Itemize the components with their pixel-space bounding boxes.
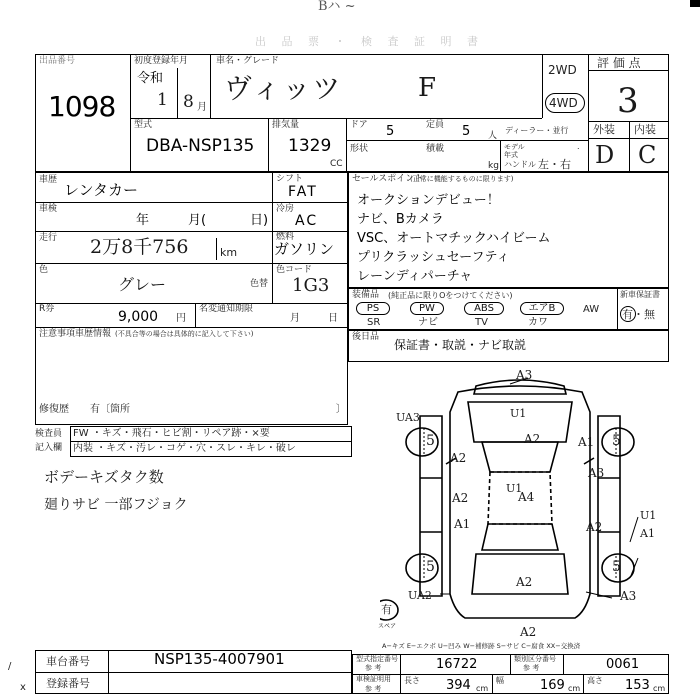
equip-sr: SR: [367, 317, 381, 328]
mark-u1-roof: U1: [506, 482, 523, 495]
type-no-ref: 参 考: [365, 664, 382, 672]
mileage-label: 走行: [39, 233, 58, 243]
fuel-value: ガソリン: [274, 240, 335, 258]
equip-aw: AW: [583, 304, 600, 315]
mark-a3-top: A3: [516, 368, 533, 382]
color-code: 1G3: [292, 275, 330, 296]
cert-label: 車検証明用: [356, 675, 391, 683]
sales-points-note: (正常に機能するものに限ります): [410, 175, 514, 183]
color-label: 色: [39, 265, 49, 275]
recycle-label: R券: [39, 304, 55, 314]
notes-note: (不具合等の場合は具体的に記入して下さい): [115, 330, 254, 338]
era: 令和: [137, 71, 164, 86]
sales-point-4: プリクラッシュセーフティ: [357, 250, 510, 265]
corner-mark: [690, 0, 700, 7]
lot-number: 1098: [48, 90, 116, 123]
width: 169: [540, 678, 565, 693]
mark-u1-right-side: U1: [640, 509, 657, 522]
drive-2wd: 2WD: [548, 63, 577, 77]
car-name: ヴィッツ: [224, 72, 343, 105]
tire-front-right: 5: [612, 433, 621, 449]
inspector-label-2: 記入欄: [35, 443, 63, 453]
spare-mark: 有: [381, 603, 392, 616]
car-grade: F: [418, 73, 437, 103]
mark-ua3: UA3: [396, 411, 420, 424]
reg-month: 8: [183, 92, 194, 112]
inspector-row-1: FW ・キズ・飛石・ヒビ割・リペア跡・×要: [73, 428, 270, 439]
color-change-label: 色替: [250, 279, 269, 289]
model-year-label: モデル年式: [504, 143, 525, 159]
displacement: 1329: [288, 136, 332, 156]
displacement-label: 排気量: [272, 120, 300, 130]
mark-a2-hood: A2: [524, 432, 541, 446]
load-label: 積載: [426, 144, 445, 154]
equip-tv: TV: [475, 317, 488, 328]
recycle-value: 9,000: [118, 309, 159, 325]
class-no: 0061: [606, 657, 640, 672]
equip-leather: カワ: [528, 317, 548, 328]
capacity-label: 定員: [426, 120, 445, 130]
inspector-label-1: 検査員: [35, 429, 63, 439]
capacity: 5: [462, 124, 471, 139]
new-car-warranty-label: 新車保証書: [620, 290, 660, 299]
doors: 5: [386, 124, 395, 139]
mark-a4-roof: A4: [518, 490, 535, 504]
height: 153: [625, 678, 650, 693]
door-label: ドア: [350, 120, 368, 130]
inspection-day-unit: 日): [250, 213, 269, 228]
extra-label: 後日品: [352, 332, 380, 342]
equip-navi: ナビ: [418, 317, 438, 328]
inspection-month-unit: 月(: [188, 213, 207, 228]
color-value: グレー: [118, 275, 167, 294]
warranty-value: 有・無: [622, 308, 655, 321]
tire-rear-right: 5: [612, 559, 621, 575]
drive-4wd: 4WD: [549, 96, 578, 110]
class-ref: 参 考: [523, 664, 540, 672]
tire-front-left: 5: [426, 433, 435, 449]
mark-a2-bottom: A2: [520, 625, 537, 639]
load-unit: kg: [488, 161, 499, 171]
damage-legend: A−キズ E−エクボ U−凹み W−補修跡 S−サビ C−腐食 XX−交換済: [382, 642, 581, 650]
repair-label: 修復歴: [39, 404, 69, 415]
equipment-note: (純正品に限りOをつけてください): [388, 291, 513, 300]
equip-abs: ABS: [464, 302, 504, 315]
equip-ps: PS: [356, 302, 390, 315]
top-scribble: Bハ ~: [318, 0, 356, 14]
shape-label: 形状: [350, 144, 369, 154]
car-name-label: 車名・グレード: [216, 56, 280, 66]
inspection-label: 車検: [39, 204, 58, 214]
length-label: 長さ: [404, 676, 420, 685]
length-unit: cm: [476, 684, 489, 693]
name-change-month: 月: [290, 313, 300, 324]
type-no: 16722: [436, 657, 478, 672]
mark-a1-right: A1: [578, 435, 595, 449]
height-label: 高さ: [587, 676, 603, 685]
extra-value: 保証書・取説・ナビ取説: [394, 338, 527, 352]
equip-airbag: エアB: [520, 302, 564, 315]
repair-value: 有〔箇所: [90, 404, 130, 415]
inspector-row-2: 内装 ・キズ・汚レ・コゲ・穴・スレ・キレ・破レ: [73, 443, 296, 454]
width-label: 幅: [496, 676, 504, 685]
dealer-label: ディーラー・並行: [505, 126, 569, 135]
mileage-value: 2万8千756: [90, 236, 189, 258]
exterior-score: D: [595, 141, 615, 169]
handwritten-note-2: 廻りサビ 一部フジョク: [44, 497, 188, 513]
recycle-unit: 円: [176, 313, 186, 324]
mileage-unit: km: [220, 246, 238, 259]
model: DBA-NSP135: [146, 136, 255, 156]
handle-label: ハンドル: [504, 160, 536, 169]
warranty-circle: [620, 306, 636, 322]
overall-score: 3: [617, 81, 639, 121]
spare-label: スペア: [378, 623, 397, 630]
color-code-label: 色コード: [276, 265, 313, 275]
reg-number-label: 登録番号: [46, 677, 90, 690]
exterior-label: 外装: [593, 123, 615, 136]
model-label: 型式: [134, 120, 153, 130]
name-change-label: 名変通知期限: [199, 304, 254, 314]
sales-point-5: レーンディパーチャ: [357, 269, 473, 284]
height-unit: cm: [653, 684, 666, 693]
length: 394: [446, 678, 471, 693]
fuel-label: 燃料: [276, 232, 295, 242]
class-label: 類別区分番号: [514, 655, 556, 663]
mark-a3-right: A3: [588, 466, 605, 480]
capacity-unit: 人: [488, 131, 498, 141]
shift-value: FAT: [288, 184, 318, 200]
sales-points-label: セールスポイント: [352, 174, 424, 184]
shift-label: シフト: [276, 174, 304, 184]
chassis-label: 車台番号: [46, 655, 90, 668]
interior-label: 内装: [634, 123, 656, 136]
displacement-unit: CC: [330, 159, 343, 169]
type-no-label: 型式指定番号: [356, 655, 398, 663]
mark-a1-left-door: A1: [454, 517, 471, 531]
equip-pw: PW: [410, 302, 444, 315]
faded-header: 出 品 票 ・ 検 査 証 明 書: [255, 35, 484, 48]
score-label: 評 価 点: [597, 56, 641, 70]
cert-ref: 参 考: [365, 685, 382, 693]
middle-left-section: [35, 172, 348, 425]
mark-a3-rear: A3: [620, 589, 637, 603]
mark-a2-left: A2: [450, 451, 467, 465]
lot-label: 出品番号: [39, 56, 76, 66]
reg-year: 1: [157, 90, 168, 110]
handle-value: 左・右: [538, 158, 571, 171]
name-change-day: 日: [328, 313, 338, 324]
handwritten-note-1: ボデーキズタク数: [44, 468, 164, 486]
reg-month-unit: 月: [197, 102, 207, 113]
repair-close: 〕: [336, 404, 346, 415]
mark-a2-right-door: A2: [586, 520, 603, 534]
chassis-number: NSP135-4007901: [154, 650, 285, 668]
history-value: レンタカー: [64, 181, 139, 199]
sales-point-3: VSC、オートマチックハイビーム: [357, 231, 551, 246]
mark-a1-right-side: A1: [640, 527, 655, 540]
mark-a2-trunk: A2: [516, 575, 533, 589]
inspection-year-unit: 年: [136, 213, 150, 228]
mark-u1-front: U1: [510, 407, 527, 420]
aircon-label: 冷房: [276, 204, 295, 214]
width-unit: cm: [568, 684, 581, 693]
sales-point-1: オークションデビュー！: [357, 193, 500, 208]
equipment-label: 装備品: [352, 290, 380, 300]
history-label: 車歴: [39, 175, 58, 185]
sales-point-2: ナビ、Bカメラ: [357, 212, 444, 227]
mark-ua2: UA2: [408, 589, 432, 602]
interior-score: C: [638, 141, 657, 169]
tire-rear-left: 5: [426, 559, 435, 575]
notes-label: 注意事項車歴情報: [39, 329, 112, 339]
registration-label: 初度登録年月: [134, 56, 189, 66]
aircon-value: AC: [295, 213, 319, 229]
mark-a2-left-door: A2: [452, 491, 469, 505]
